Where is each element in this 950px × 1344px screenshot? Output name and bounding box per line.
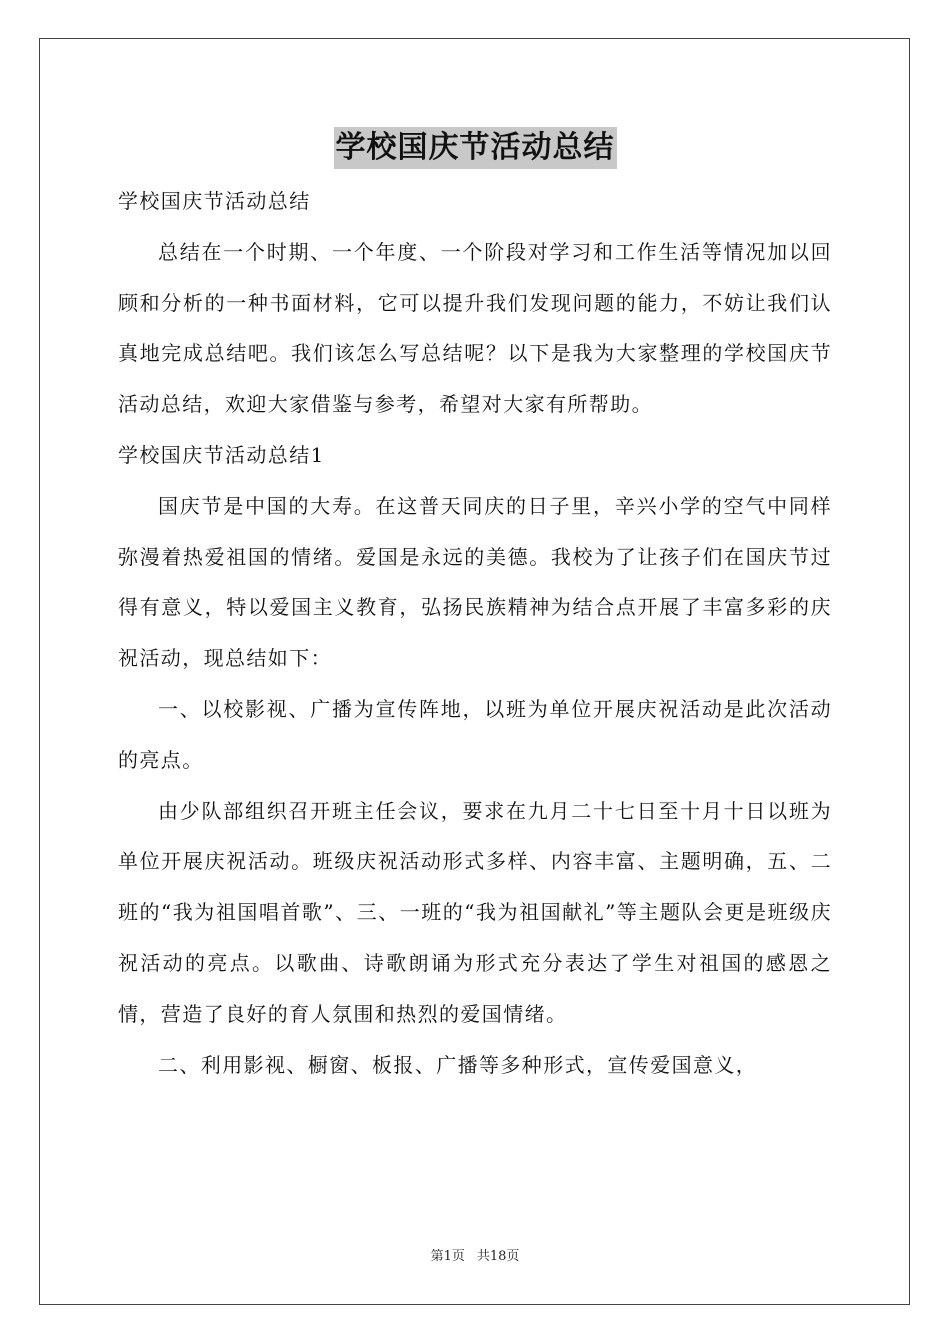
paragraph-section-heading: 学校国庆节活动总结1 — [118, 442, 325, 467]
paragraph-point-one: 一、以校影视、广播为宣传阵地，以班为单位开展庆祝活动是此次活动的亮点。 — [118, 696, 832, 772]
paragraph-point-two: 二、利用影视、橱窗、板报、广播等多种形式，宣传爱国意义， — [158, 1052, 758, 1077]
document-title: 学校国庆节活动总结 — [334, 127, 617, 169]
page-total: 共18页 — [476, 1249, 520, 1264]
paragraph-body: 由少队部组织召开班主任会议，要求在九月二十七日至十月十日以班为单位开展庆祝活动。班级庆祝活动形式多样、内容丰富、主题明确，五、二班的“我为祖国唱首歌”、三、一班的“我为祖国献礼”等主题队会更是班级庆祝活动的亮点。以歌曲、诗歌朗诵为形式充分表达了学生对祖国的感恩之情，营造了良好的育人氛围和热烈的爱国情绪。 — [118, 798, 832, 1026]
page-number: 第1页 — [430, 1249, 465, 1264]
document-body — [118, 176, 832, 1090]
title-container — [0, 127, 950, 169]
paragraph-intro: 总结在一个时期、一个年度、一个阶段对学习和工作生活等情况加以回顾和分析的一种书面材料，它可以提升我们发现问题的能力，不妨让我们认真地完成总结吧。我们该怎么写总结呢？以下是我为大家整理的学校国庆节活动总结，欢迎大家借鉴与参考，希望对大家有所帮助。 — [118, 239, 832, 417]
page-footer — [0, 1248, 950, 1266]
paragraph-body: 国庆节是中国的大寿。在这普天同庆的日子里，辛兴小学的空气中同样弥漫着热爱祖国的情绪。爱国是永远的美德。我校为了让孩子们在国庆节过得有意义，特以爱国主义教育，弘扬民族精神为结合点开展了丰富多彩的庆祝活动，现总结如下： — [118, 493, 832, 671]
paragraph-subtitle: 学校国庆节活动总结 — [118, 189, 311, 213]
